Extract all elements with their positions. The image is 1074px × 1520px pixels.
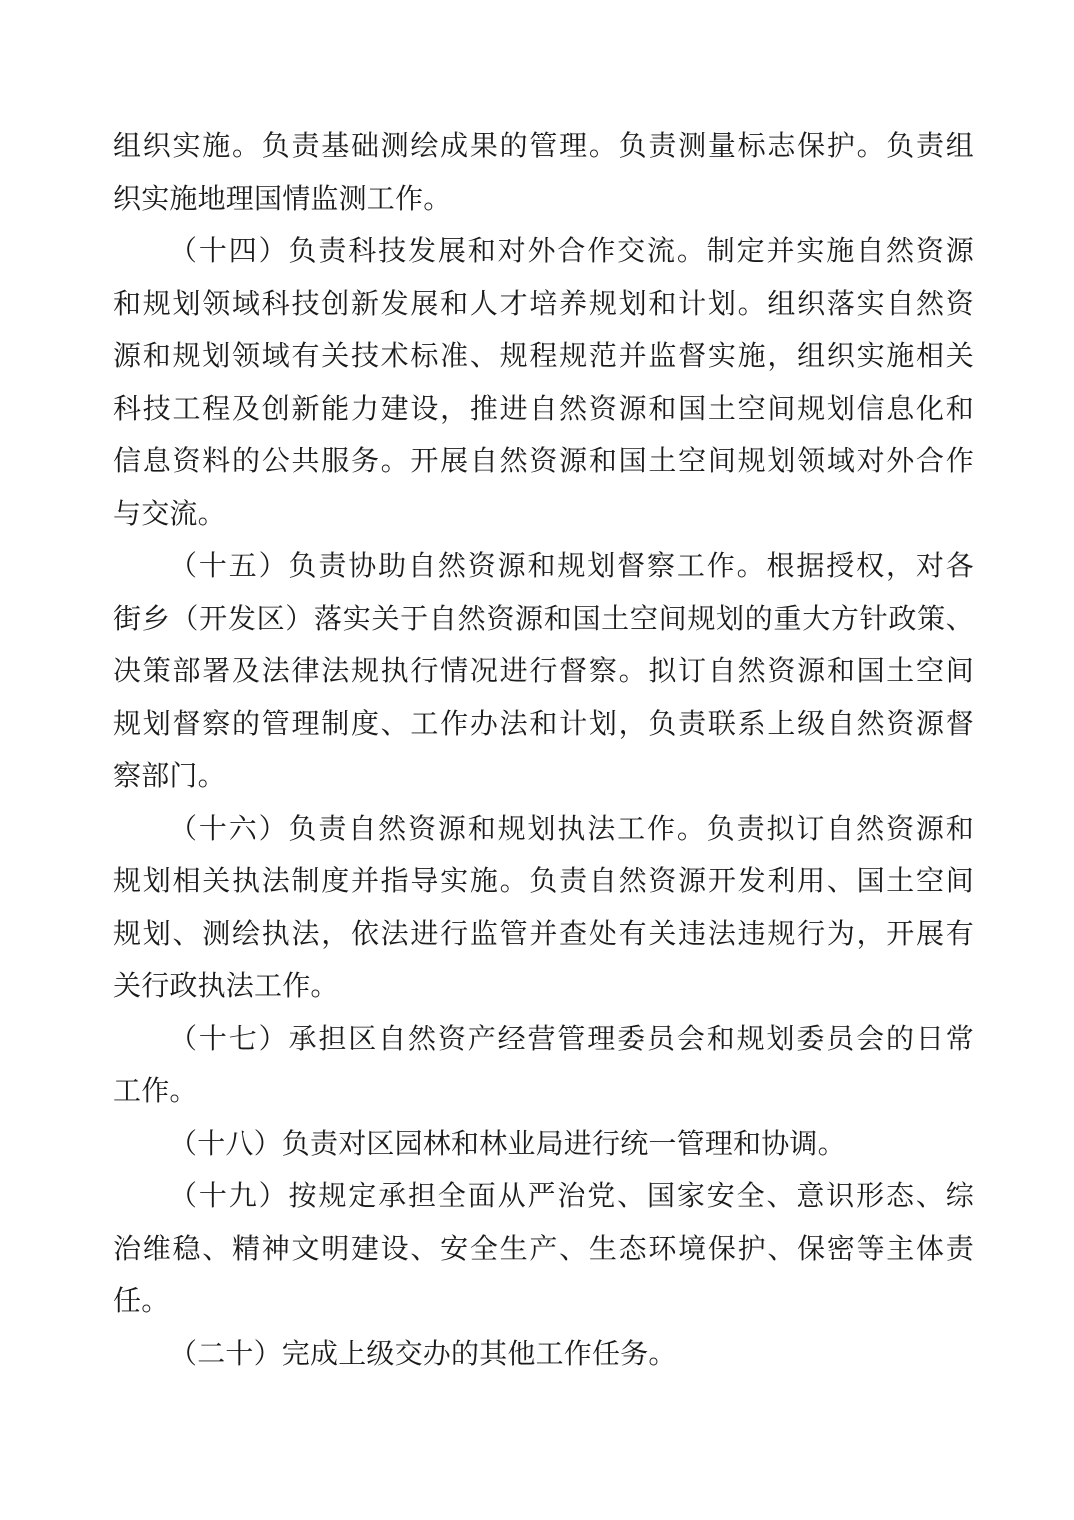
text-line: 决策部署及法律法规执行情况进行督察。拟订自然资源和国土空间 <box>113 656 974 687</box>
text-line: 察部门。 <box>113 761 226 792</box>
text-line: 关行政执法工作。 <box>113 971 339 1002</box>
text-line: 信息资料的公共服务。开展自然资源和国土空间规划领域对外合作 <box>113 446 974 477</box>
text-line: （十七）承担区自然资产经营管理委员会和规划委员会的日常 <box>169 1023 974 1055</box>
text-line: 街乡（开发区）落实关于自然资源和国土空间规划的重大方针政策、 <box>113 603 974 635</box>
text-line: 工作。 <box>113 1076 198 1107</box>
paragraph-item-17 <box>113 1014 974 1119</box>
paragraph-item-16 <box>113 804 974 1014</box>
document-body <box>113 121 974 1381</box>
text-line: 织实施地理国情监测工作。 <box>113 183 452 215</box>
text-line: 规划相关执法制度并指导实施。负责自然资源开发利用、国土空间 <box>113 866 974 897</box>
text-line: （十八）负责对区园林和林业局进行统一管理和协调。 <box>169 1128 846 1160</box>
text-line: 规划督察的管理制度、工作办法和计划，负责联系上级自然资源督 <box>113 708 974 740</box>
paragraph-item-15 <box>113 541 974 804</box>
paragraph-item-18 <box>113 1119 974 1172</box>
text-line: 与交流。 <box>113 498 226 530</box>
paragraph-continuation <box>113 121 974 226</box>
text-line: 科技工程及创新能力建设，推进自然资源和国土空间规划信息化和 <box>113 393 974 425</box>
paragraph-item-20 <box>113 1329 974 1382</box>
text-line: 源和规划领域有关技术标准、规程规范并监督实施，组织实施相关 <box>113 341 974 372</box>
text-line: （十六）负责自然资源和规划执法工作。负责拟订自然资源和 <box>169 813 974 845</box>
text-line: 治维稳、精神文明建设、安全生产、生态环境保护、保密等主体责 <box>113 1233 974 1265</box>
text-line: 组织实施。负责基础测绘成果的管理。负责测量标志保护。负责组 <box>113 131 974 162</box>
text-line: （十五）负责协助自然资源和规划督察工作。根据授权，对各 <box>169 551 974 582</box>
paragraph-item-14 <box>113 226 974 541</box>
text-line: （十四）负责科技发展和对外合作交流。制定并实施自然资源 <box>169 236 974 267</box>
text-line: （二十）完成上级交办的其他工作任务。 <box>169 1338 677 1370</box>
text-line: 和规划领域科技创新发展和人才培养规划和计划。组织落实自然资 <box>113 288 974 320</box>
text-line: 规划、测绘执法，依法进行监管并查处有关违法违规行为，开展有 <box>113 918 974 950</box>
text-line: 任。 <box>113 1286 170 1317</box>
text-line: （十九）按规定承担全面从严治党、国家安全、意识形态、综 <box>169 1181 974 1212</box>
paragraph-item-19 <box>113 1171 974 1329</box>
